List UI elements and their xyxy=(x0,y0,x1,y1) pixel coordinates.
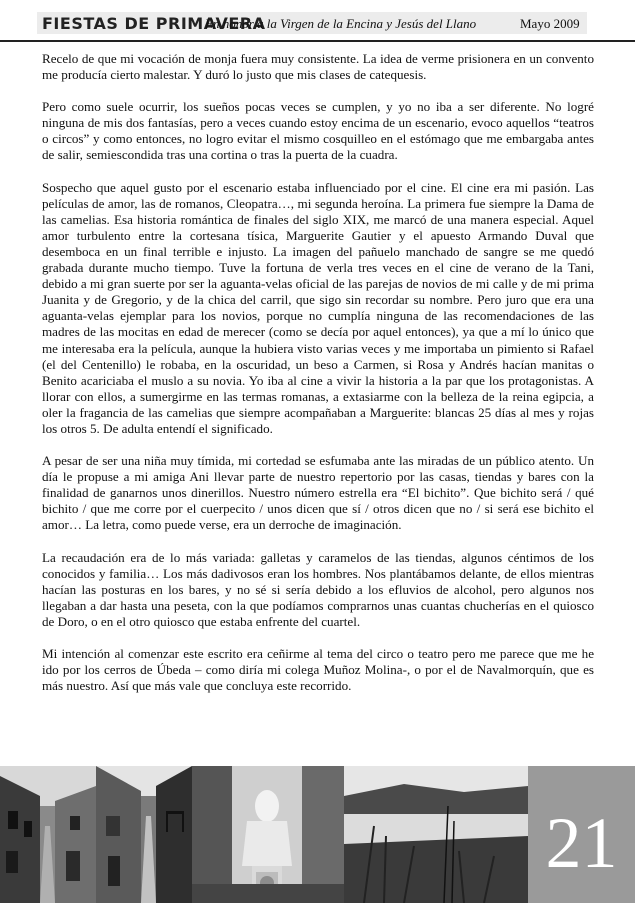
issue-date: Mayo 2009 xyxy=(520,16,580,31)
paragraph: A pesar de ser una niña muy tímida, mi cortedad se esfumaba ante las miradas de un público atento. Un día le propuse a mi amiga Ani llevar parte de nuestro repertorio por las casas, tiendas y bares con la finalidad de ganarnos unos dinerillos. Nuestro número estrella era “El bichito”. Que bichito será / qué bichito / que me corre por el cuerpecito / unos dicen que sí / otros dicen que no / si será ese bichito el amor… La letra, como puede verse, era un derroche de imaginación. xyxy=(42,453,594,533)
page-header xyxy=(0,0,635,38)
paragraph: Mi intención al comenzar este escrito era ceñirme al tema del circo o teatro pero me parece que me he ido por los cerros de Úbeda – como diría mi colega Muñoz Molina-, o por el de Navalmorquín, que es más nuestro. Así que más vale que concluya este recorrido. xyxy=(42,646,594,694)
header-divider xyxy=(0,40,635,42)
balcony-street-photo xyxy=(96,766,192,903)
page-number: 21 xyxy=(545,803,618,883)
paragraph: Recelo de que mi vocación de monja fuera muy consistente. La idea de verme prisionera en un convento me producía cierto malestar. Y duró lo justo que mis clases de catequesis. xyxy=(42,51,594,83)
magazine-subtitle: En honor a la Virgen de la Encina y Jesús del Llano xyxy=(205,16,477,31)
photo-strip xyxy=(0,766,635,903)
street-photo xyxy=(0,766,96,903)
paragraph: La recaudación era de lo más variada: galletas y caramelos de las tiendas, algunos céntimos de los conocidos y familia… Los más dadivosos eran los hombres. Nos plantábamos delante, de ellos mientras hacían las posturas en los bares, y no sé si sería debido a los efluvios de alcohol, pero algunos nos llegaban a dar hasta una peseta, con la que podíamos comprarnos unas cuantas chucherías en el quiosco de Doro, o en el otro quiosco que estaba enfrente del cuartel. xyxy=(42,549,594,629)
paragraph: Pero como suele ocurrir, los sueños pocas veces se cumplen, y yo no iba a ser diferente. No logré ninguna de mis dos fantasías, pero a veces cuando estoy encima de un escenario, evoco aquellos “teatros o circos” y como entonces, no logro evitar el mismo cosquilleo en el estómago que me embargaba antes de salir, semiescondida tras una cortina o tras la puerta de la cuadra. xyxy=(42,99,594,163)
paragraph: Sospecho que aquel gusto por el escenario estaba influenciado por el cine. El cine era mi pasión. Las películas de amor, las de romanos, Cleopatra…, mi segunda heroína. La primera fue siempre la Dama de las camelias. Esa historia romántica de finales del siglo XIX, me marcó de una manera especial. Aquel amor turbulento entre la cortesana tísica, Marguerite Gautier y el apuesto Armando Duval que desemboca en un final terrible e injusto. La imagen del pañuelo manchado de sangre se me quedó grabada durante mucho tiempo. Tuve la fortuna de verla tres veces en el cine de verano de la Tani, debido a mi gran suerte por ser la aguanta-velas oficial de las parejas de novios de mi calle y de mi prima Juanita y de Gregorio, y de la chica del carril, que sigo sin recordar su nombre. Pero juro que era una aguanta-velas ejemplar para los novios, porque no cumplía ninguna de las recomendaciones de las madres de las mocitas en edad de merecer (como se decía por aquel entonces), ya que a mí lo único que me interesaba era la película, aunque la hubiera visto varias veces y me importaba un pimiento si Rafael (el del Centenillo) le robaba, en la oscuridad, un beso a Carmen, si Rosa y Andrés hacían manitas o Benito acariciaba el muslo a su novia. Yo iba al cine a vivir la historia a la par que los protagonistas. A llorar con ellos, a sumergirme en las termas romanas, a extasiarme con la belleza de la reina egipcia, a oler la fragancia de las camelias que siempre acompañaban a Marguerite: blancas 25 días al mes y rojas los otros 5. De adulta entendí el significado. xyxy=(42,179,594,436)
lake-photo xyxy=(344,766,528,903)
article-body xyxy=(42,51,594,710)
magazine-title: FIESTAS DE PRIMAVERA xyxy=(42,14,266,33)
statue-photo xyxy=(192,766,344,903)
